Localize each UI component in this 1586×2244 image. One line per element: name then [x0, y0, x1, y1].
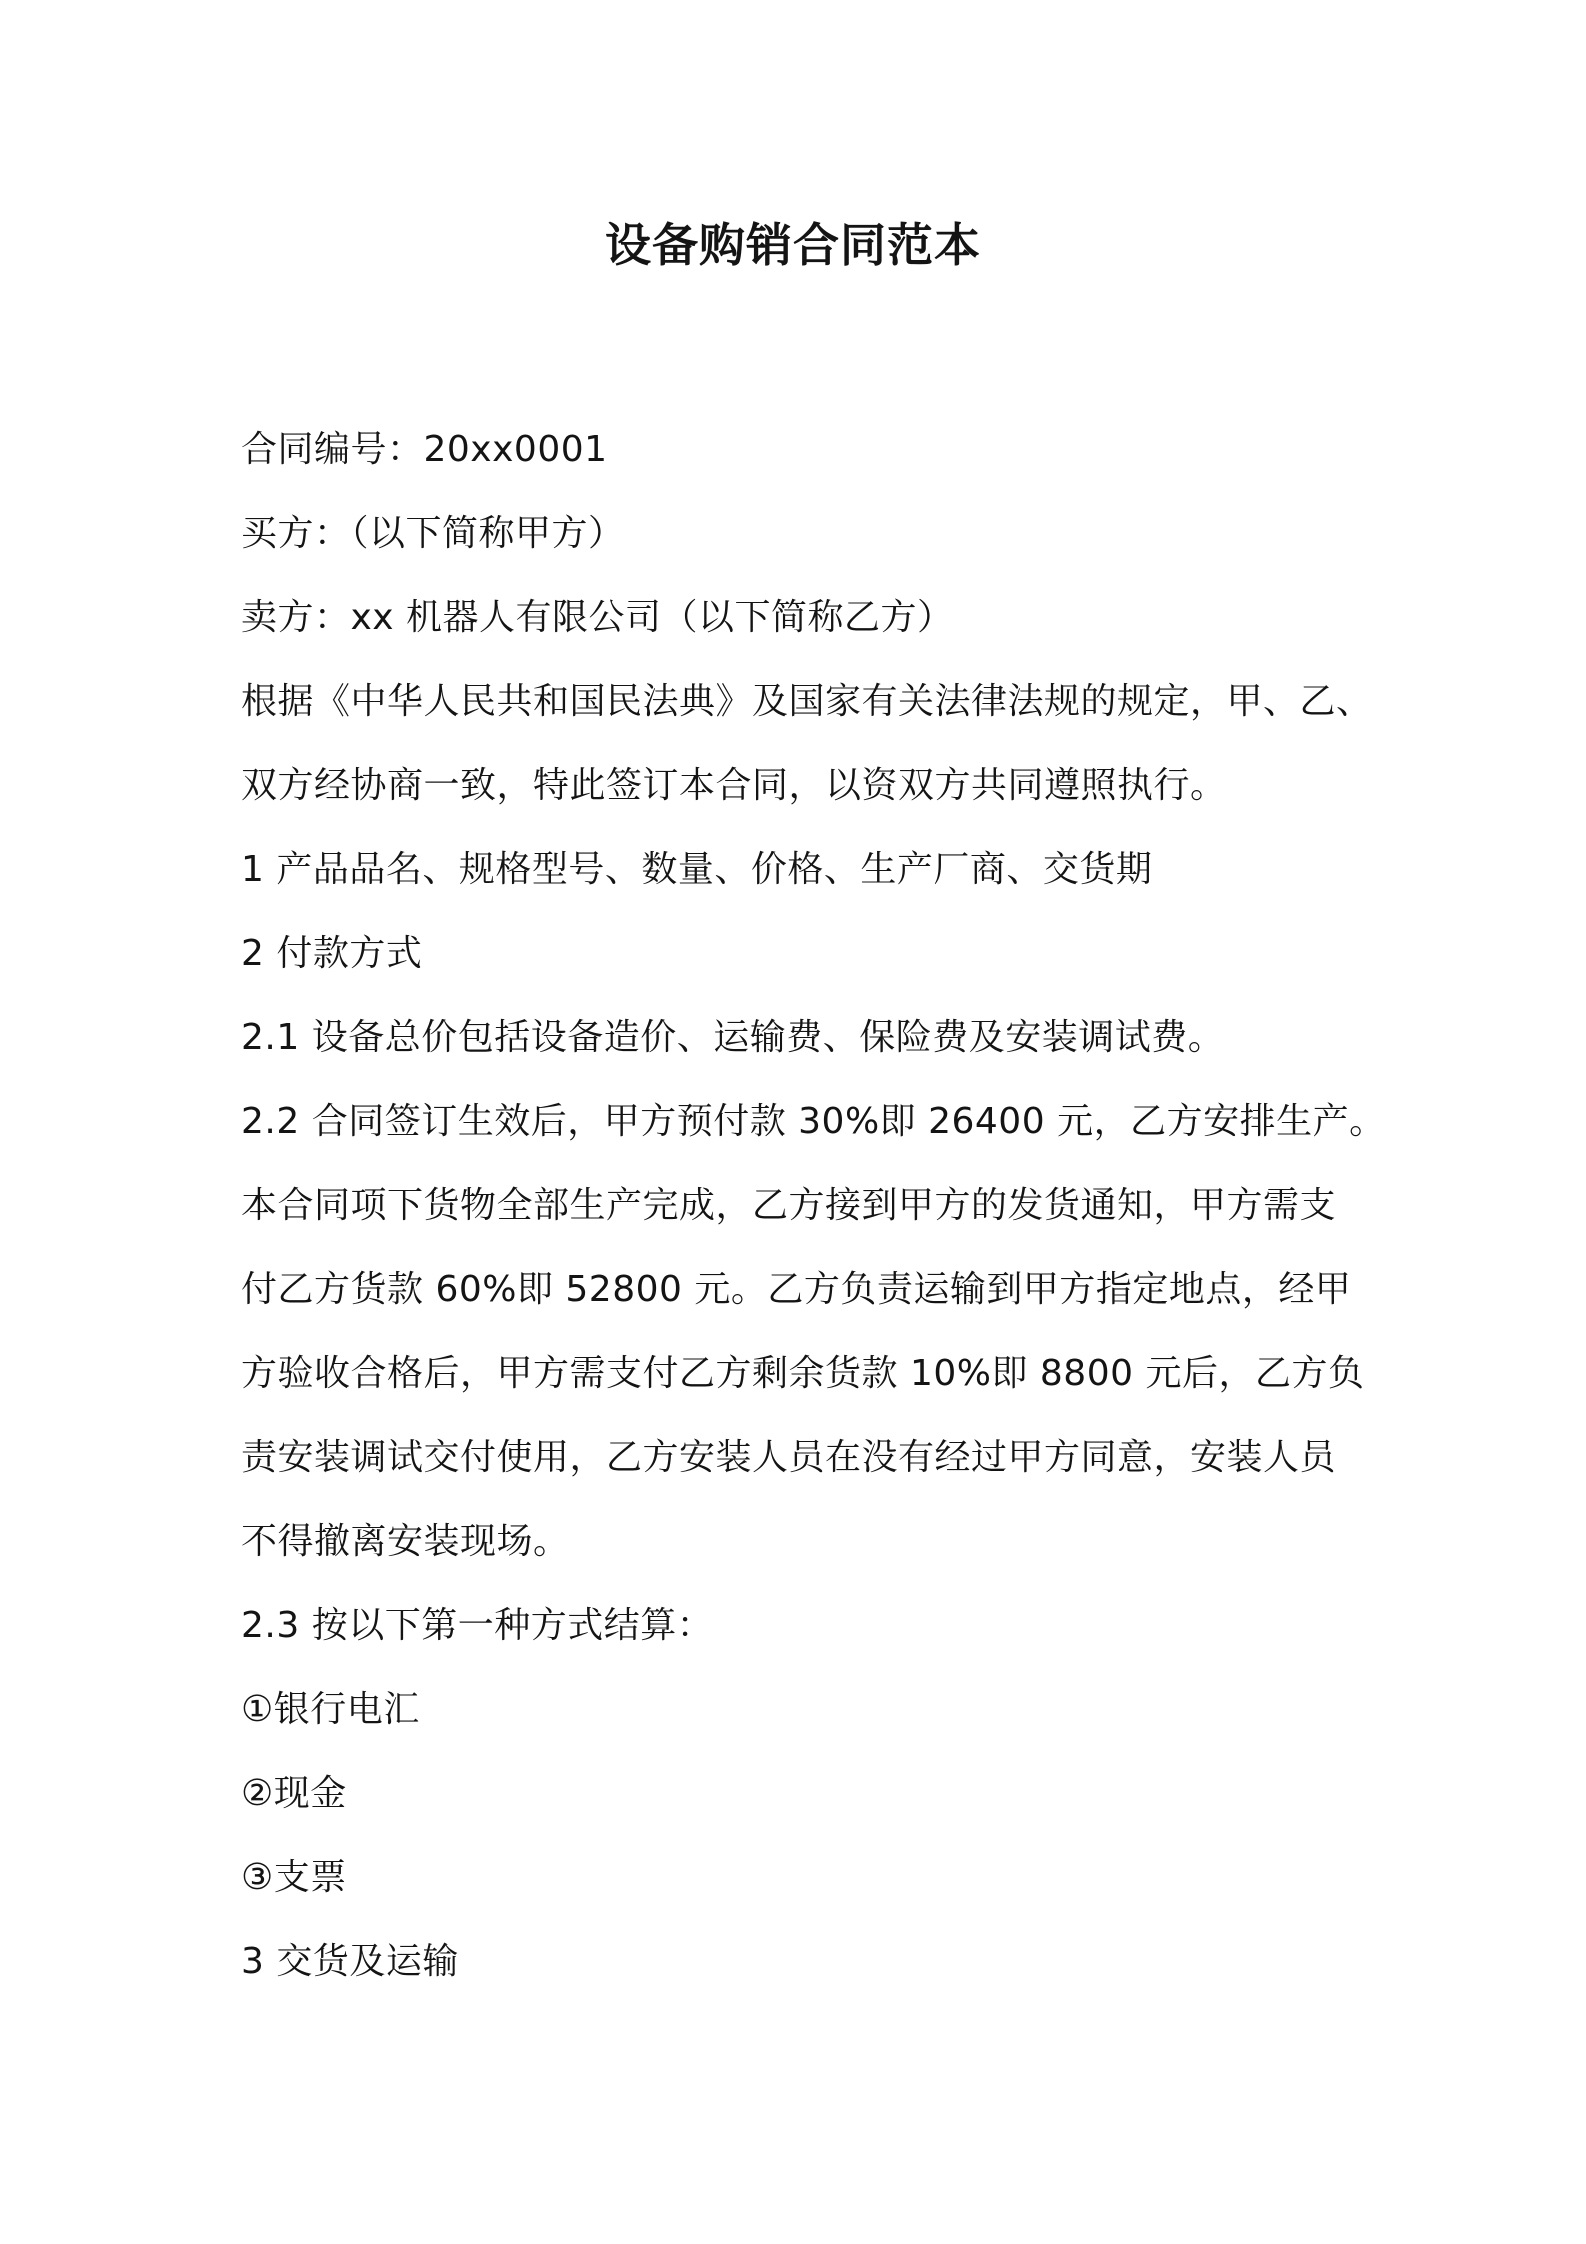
- clause-line: 付乙方货款 60%即 52800 元。乙方负责运输到甲方指定地点，经甲: [241, 1269, 1352, 1310]
- document-title: 设备购销合同范本: [605, 218, 981, 272]
- preamble-line: 双方经协商一致，特此签订本合同，以资双方共同遵照执行。: [241, 765, 1227, 806]
- section-heading: 2 付款方式: [241, 933, 423, 974]
- payment-option: ②现金: [241, 1773, 347, 1814]
- preamble-line: 根据《中华人民共和国民法典》及国家有关法律法规的规定，甲、乙、: [241, 681, 1373, 722]
- document-body: [241, 408, 1386, 2004]
- contract-number-line: 合同编号：20xx0001: [241, 429, 608, 470]
- clause-line: 不得撤离安装现场。: [241, 1521, 570, 1562]
- section-heading: 3 交货及运输: [241, 1941, 459, 1982]
- clause-line: 2.1 设备总价包括设备造价、运输费、保险费及安装调试费。: [241, 1017, 1225, 1058]
- buyer-line: 买方：（以下简称甲方）: [241, 513, 625, 554]
- clause-line: 本合同项下货物全部生产完成，乙方接到甲方的发货通知，甲方需支: [241, 1185, 1337, 1226]
- clause-line: 2.3 按以下第一种方式结算：: [241, 1605, 714, 1646]
- payment-option: ①银行电汇: [241, 1689, 420, 1730]
- section-heading: 1 产品品名、规格型号、数量、价格、生产厂商、交货期: [241, 849, 1153, 890]
- clause-line: 方验收合格后，甲方需支付乙方剩余货款 10%即 8800 元后，乙方负: [241, 1353, 1365, 1394]
- seller-line: 卖方：xx 机器人有限公司（以下简称乙方）: [241, 597, 954, 638]
- clause-line: 2.2 合同签订生效后，甲方预付款 30%即 26400 元，乙方安排生产。: [241, 1101, 1386, 1142]
- payment-option: ③支票: [241, 1857, 347, 1898]
- clause-line: 责安装调试交付使用，乙方安装人员在没有经过甲方同意，安装人员: [241, 1437, 1337, 1478]
